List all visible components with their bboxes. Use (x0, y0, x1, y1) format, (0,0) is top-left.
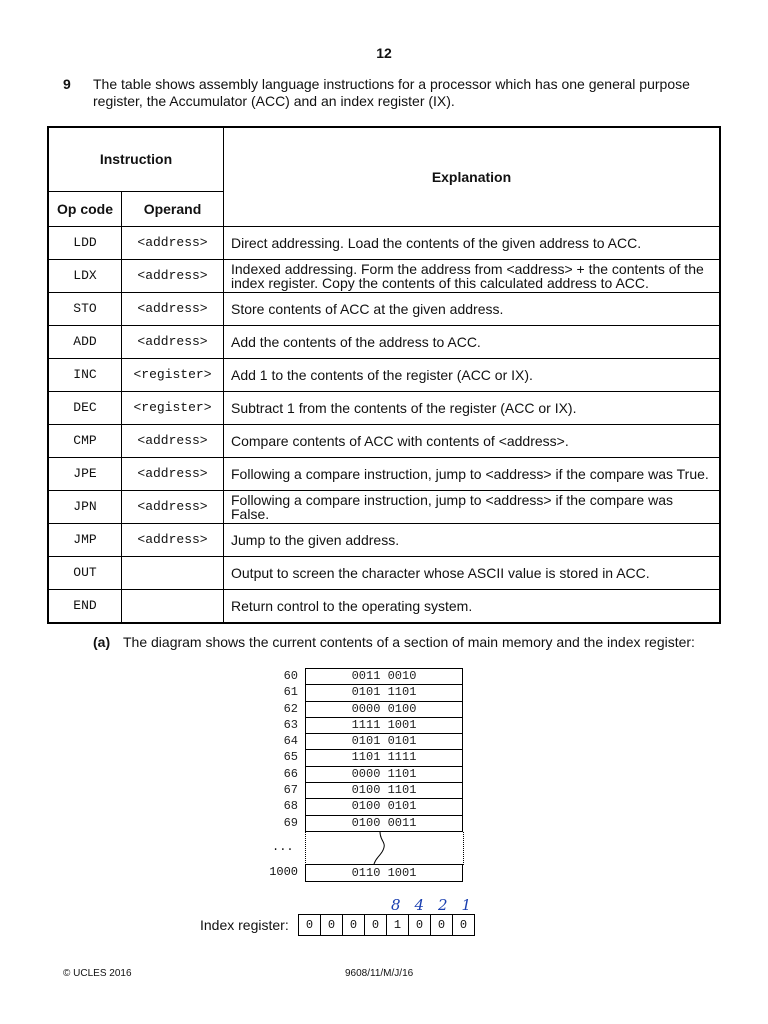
memory-address-1000: 1000 (269, 865, 298, 879)
table-row (48, 358, 720, 391)
operand-cell: <address> (122, 259, 224, 292)
memory-cell: 0100 1101 (306, 783, 462, 799)
explanation-cell: Direct addressing. Load the contents of the given address to ACC. (224, 226, 721, 259)
table-row (48, 391, 720, 424)
memory-address: 63 (283, 717, 298, 732)
index-register-bit: 0 (343, 915, 365, 935)
memory-cell: 0100 0011 (306, 816, 462, 832)
memory-gap-break (305, 832, 464, 865)
question-number: 9 (63, 76, 71, 92)
memory-address-column (250, 668, 298, 831)
operand-cell (122, 589, 224, 623)
opcode-cell: JPN (48, 490, 122, 523)
opcode-cell: STO (48, 292, 122, 325)
memory-cell: 1111 1001 (306, 718, 462, 734)
memory-cell: 0100 0101 (306, 799, 462, 815)
memory-cell: 0101 1101 (306, 685, 462, 701)
memory-cell: 0000 0100 (306, 702, 462, 718)
table-row (48, 556, 720, 589)
header-operand: Operand (122, 191, 224, 226)
header-explanation: Explanation (224, 127, 721, 226)
memory-address: 64 (283, 734, 298, 749)
operand-cell: <register> (122, 391, 224, 424)
part-a-label: (a) (93, 634, 111, 650)
index-register-bit: 0 (321, 915, 343, 935)
footer-copyright: © UCLES 2016 (63, 968, 132, 979)
explanation-cell: Add 1 to the contents of the register (ACC or IX). (224, 358, 721, 391)
memory-address: 66 (283, 766, 298, 781)
table-row (48, 292, 720, 325)
footer-code: 9608/11/M/J/16 (345, 968, 414, 979)
operand-cell: <address> (122, 457, 224, 490)
opcode-cell: OUT (48, 556, 122, 589)
memory-ellipsis: ... (272, 840, 294, 854)
explanation-cell: Following a compare instruction, jump to <address> if the compare was False. (224, 490, 721, 523)
operand-cell: <address> (122, 490, 224, 523)
explanation-cell: Subtract 1 from the contents of the register (ACC or IX). (224, 391, 721, 424)
index-register (298, 914, 475, 936)
memory-address: 62 (283, 701, 298, 716)
operand-cell: <address> (122, 292, 224, 325)
explanation-cell: Indexed addressing. Form the address from <address> + the contents of the index register. Copy the contents of this calculated address to ACC. (224, 259, 721, 292)
handwritten-note (389, 894, 479, 916)
index-register-bit: 0 (409, 915, 431, 935)
handwritten-text: 8 4 2 1 (391, 896, 471, 914)
part-a-text: The diagram shows the current contents of a section of main memory and the index register: (123, 634, 695, 650)
opcode-cell: CMP (48, 424, 122, 457)
explanation-cell: Output to screen the character whose ASCII value is stored in ACC. (224, 556, 721, 589)
index-register-bit: 0 (365, 915, 387, 935)
opcode-cell: INC (48, 358, 122, 391)
index-register-bit: 0 (431, 915, 453, 935)
explanation-cell: Jump to the given address. (224, 523, 721, 556)
table-row (48, 226, 720, 259)
table-row (48, 589, 720, 623)
operand-cell: <register> (122, 358, 224, 391)
operand-cell: <address> (122, 325, 224, 358)
memory-cell: 0000 1101 (306, 767, 462, 783)
memory-address: 61 (283, 685, 298, 700)
header-opcode: Op code (48, 191, 122, 226)
memory-address: 60 (283, 669, 298, 683)
opcode-cell: END (48, 589, 122, 623)
operand-cell: <address> (122, 523, 224, 556)
opcode-cell: ADD (48, 325, 122, 358)
explanation-cell: Compare contents of ACC with contents of <address>. (224, 424, 721, 457)
operand-cell: <address> (122, 226, 224, 259)
opcode-cell: JPE (48, 457, 122, 490)
explanation-cell: Add the contents of the address to ACC. (224, 325, 721, 358)
operand-cell: <address> (122, 424, 224, 457)
index-register-bit: 0 (299, 915, 321, 935)
operand-cell (122, 556, 224, 589)
memory-cell-1000: 0110 1001 (351, 865, 417, 880)
memory-address: 65 (283, 750, 298, 765)
memory-cell: 0101 0101 (306, 734, 462, 750)
table-row (48, 457, 720, 490)
instruction-table (47, 126, 721, 624)
table-row (48, 259, 720, 292)
explanation-cell: Return control to the operating system. (224, 589, 721, 623)
memory-diagram (305, 668, 463, 882)
table-row (48, 424, 720, 457)
explanation-cell: Following a compare instruction, jump to <address> if the compare was True. (224, 457, 721, 490)
index-register-bit: 0 (459, 918, 468, 932)
opcode-cell: LDX (48, 259, 122, 292)
memory-address: 67 (283, 783, 298, 798)
memory-cell: 1101 1111 (306, 750, 462, 766)
table-row (48, 523, 720, 556)
explanation-cell: Store contents of ACC at the given address. (224, 292, 721, 325)
index-register-label: Index register: (200, 917, 289, 933)
memory-address: 68 (283, 799, 298, 814)
break-squiggle-icon (366, 832, 396, 864)
opcode-cell: LDD (48, 226, 122, 259)
table-row (48, 490, 720, 523)
page-number: 12 (376, 45, 392, 61)
opcode-cell: DEC (48, 391, 122, 424)
memory-address: 69 (283, 815, 298, 830)
opcode-cell: JMP (48, 523, 122, 556)
header-instruction: Instruction (48, 127, 224, 191)
memory-cell: 0011 0010 (306, 669, 462, 685)
question-text: The table shows assembly language instructions for a processor which has one general purpose register, the Accumulator (ACC) and an index register (IX). (93, 76, 690, 109)
index-register-bit: 1 (387, 915, 409, 935)
table-row (48, 325, 720, 358)
